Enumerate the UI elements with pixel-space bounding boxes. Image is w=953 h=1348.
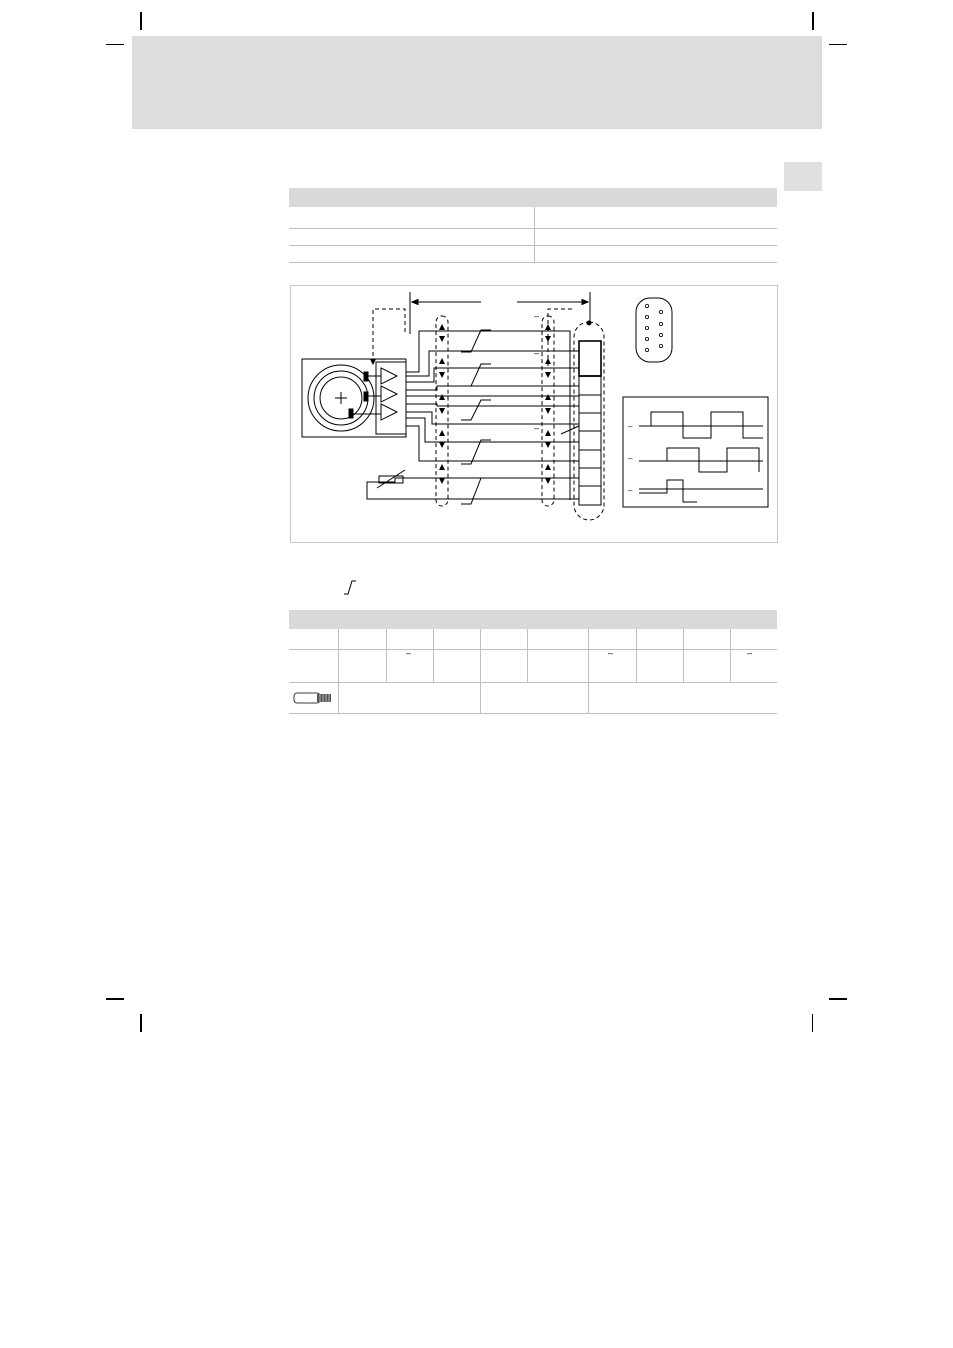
crop-mark [106,998,124,1000]
twisted-pair-icon [343,578,357,596]
table-cell [730,629,777,649]
table-cell [386,650,433,682]
table-cell [289,629,338,649]
table-cell [289,683,338,713]
crop-mark [140,12,142,30]
table-cell [386,629,433,649]
table-cell [480,650,527,682]
table-cell [636,650,683,682]
table-cell [683,629,730,649]
table-row [289,207,777,229]
pin-table-header [289,610,777,629]
table-cell [730,650,777,682]
crop-mark [829,998,847,1000]
table-cell [636,629,683,649]
table-row [289,229,777,246]
table-cell [588,629,636,649]
wiring-diagram [290,285,778,543]
table-cell [480,683,588,713]
minus-mark: – [628,486,633,495]
table-cell [527,650,588,682]
table-cell [433,629,480,649]
table-cell [588,650,636,682]
minus-mark: – [406,648,412,658]
table-cell [480,629,527,649]
table-cell [588,683,777,713]
minus-mark: – [608,648,614,658]
header-band [132,36,822,129]
minus-mark: – [747,648,753,658]
side-tab [784,162,822,191]
table-row [289,246,777,263]
table-cell [683,650,730,682]
top-table-header [289,188,777,207]
minus-mark: – [534,311,540,321]
crop-mark [812,12,814,30]
table-row [289,683,777,714]
crop-mark [106,44,124,45]
minus-mark: – [628,422,633,431]
cable-end-icon [293,689,333,709]
table-cell [289,650,338,682]
crop-mark [812,1014,813,1032]
table-cell [527,629,588,649]
table-cell [338,629,386,649]
table-cell [433,650,480,682]
pin-assignment-table [289,610,777,714]
minus-mark: – [534,423,540,433]
crop-mark [829,44,847,45]
table-cell [338,650,386,682]
table-row [289,629,777,650]
minus-mark: – [534,348,540,358]
crop-mark [140,1014,142,1032]
table-row [289,650,777,683]
table-cell [338,683,480,713]
top-table [289,188,777,263]
minus-mark: – [628,454,633,463]
wiring-diagram-svg [291,286,777,542]
